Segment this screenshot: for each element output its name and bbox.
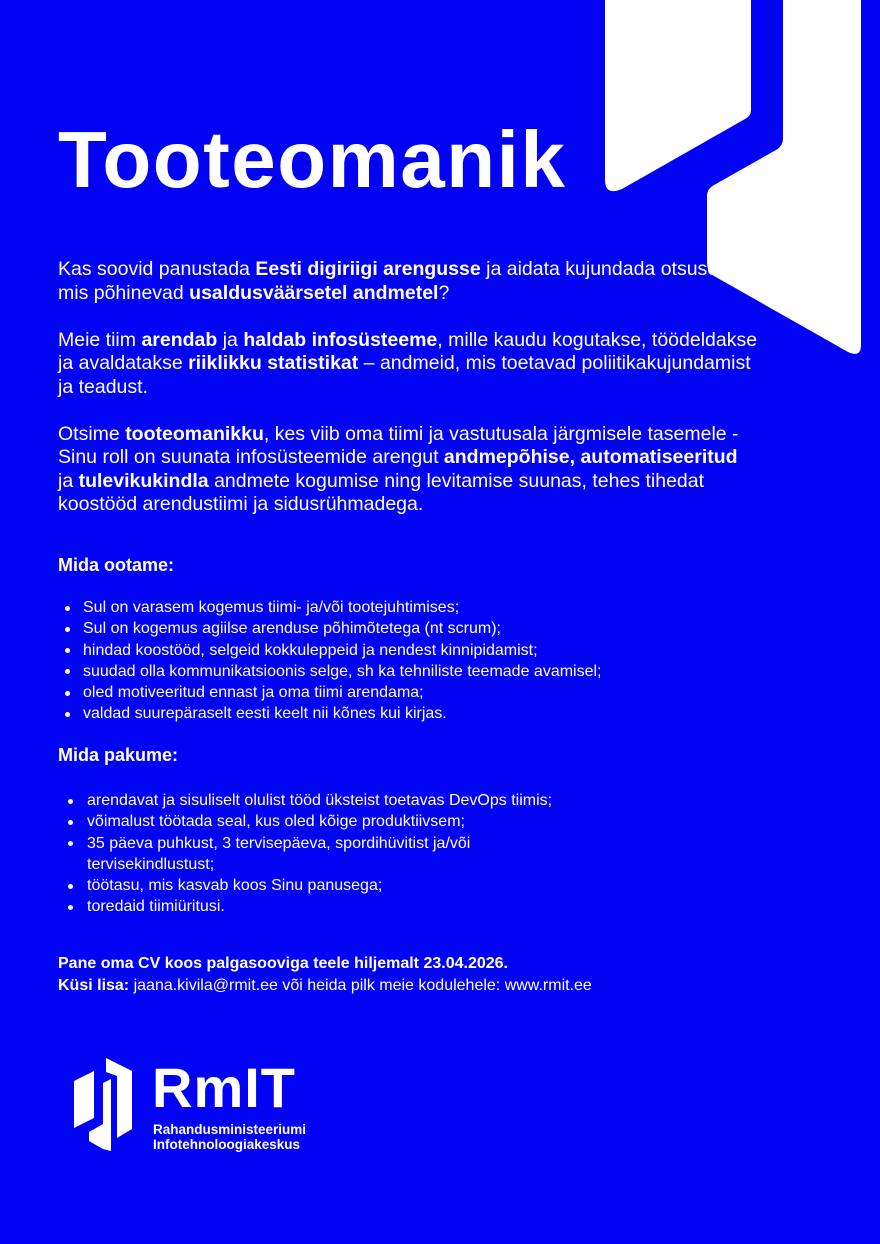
logo-wordmark: RmIT [152,1056,296,1119]
text-run-bold: tooteomanikku [125,422,264,445]
list-item [58,682,758,703]
text-run: andmete kogumise ning levitamise suunas, tehes tihedat koostööd arendustiimi ja sidusrühmadega. [58,469,705,515]
contact-info [58,953,592,997]
expect-list [58,597,758,725]
text-run: – andmeid, mis toetavad poliitikakujundamist ja teadust. [58,352,751,398]
list-item [58,833,558,876]
bullet-icon [68,799,73,804]
apply-deadline-line [58,953,592,975]
logo-subtitle [153,1122,306,1152]
text-run-bold: tulevikukindla [78,469,209,492]
list-item-text: Sul on kogemus agiilse arenduse põhimõtetega (nt scrum); [83,620,501,638]
bullet-icon [65,648,70,653]
list-item-text: arendavat ja sisuliselt olulist tööd üksteist toetavas DevOps tiimis; [87,792,553,809]
rmit-logo [68,1052,328,1162]
bullet-icon [68,905,73,910]
list-item [58,875,558,896]
bullet-icon [65,691,70,696]
section-heading-expect: Mida ootame: [58,555,175,575]
intro-paragraph-2 [58,329,758,400]
list-item-text: hindad koostööd, selgeid kokkuleppeid ja nendest kinnipidamist; [83,641,538,659]
list-item-text: võimalust töötada seal, kus oled kõige produktiivsem; [87,813,465,831]
list-item [58,896,558,917]
text-run: ? [438,281,450,304]
intro-text [58,258,758,540]
logo-subtitle-line-1: Rahandusministeeriumi [153,1122,307,1137]
list-item-text: suudad olla kommunikatsioonis selge, sh ka tehniliste teemade avamisel; [83,662,602,680]
text-run-bold: riiklikku statistikat [188,352,359,374]
intro-paragraph-3 [58,423,758,517]
text-run: ja [217,328,244,351]
rmit-logo-icon [68,1052,144,1156]
bullet-icon [68,820,73,825]
list-item [58,640,758,661]
bullet-icon [65,627,70,632]
contact-line [58,975,592,997]
ask-label: Küsi lisa: [58,977,130,994]
text-run-bold: andmepõhise, automatiseeritud [443,446,738,468]
deadline-date: 23.04.2026. [423,955,508,972]
list-item [58,661,758,682]
text-run: , kes viib oma tiimi ja vastutusala järgmisele tasemele - Sinu roll on suunata infosüsteemide arengut [58,422,739,468]
text-run-bold: arendab [141,328,218,351]
list-item-text: toredaid tiimiüritusi. [87,898,225,916]
text-run: , mille kaudu kogutakse, töödeldakse ja avaldatakse [58,328,758,374]
list-item-text: 35 päeva puhkust, 3 tervisepäeva, spordihüvitist ja/või tervisekindlustust; [87,834,471,873]
contact-text: jaana.kivila@rmit.ee või heida pilk meie kodulehele: www.rmit.ee [129,977,592,994]
text-run: Otsime [58,422,126,445]
list-item-text: Sul on varasem kogemus tiimi- ja/või tootejuhtimises; [83,599,460,616]
bullet-icon [68,884,73,889]
offer-list [58,790,558,918]
list-item-text: töötasu, mis kasvab koos Sinu panusega; [87,877,383,895]
list-item [58,703,758,724]
list-item [58,618,758,639]
page-title: Tooteomanik [58,115,567,204]
text-run: ja aidata kujundada otsuseid, mis põhinevad [58,258,739,304]
bullet-icon [65,669,70,674]
list-item [58,811,558,832]
list-item [58,790,558,811]
bullet-icon [65,606,70,611]
intro-paragraph-1 [58,258,758,305]
text-run-bold: usaldusväärsetel andmetel [189,281,439,304]
list-item-text: oled motiveeritud ennast ja oma tiimi arendama; [83,684,424,702]
list-item-text: valdad suurepäraselt eesti keelt nii kõnes kui kirjas. [83,705,447,723]
text-run: Meie tiim [58,328,142,351]
bullet-icon [68,841,73,846]
bullet-icon [65,712,70,717]
apply-text: Pane oma CV koos palgasooviga teele hiljemalt [58,955,424,972]
logo-subtitle-line-2: Infotehnoloogiakeskus [153,1137,301,1152]
text-run-bold: haldab infosüsteeme [243,328,438,351]
text-run: Kas soovid panustada [58,258,256,280]
text-run-bold: Eesti digiriigi arengusse [255,258,481,280]
list-item [58,597,758,618]
section-heading-offer: Mida pakume: [58,745,179,765]
text-run: ja [58,469,79,492]
